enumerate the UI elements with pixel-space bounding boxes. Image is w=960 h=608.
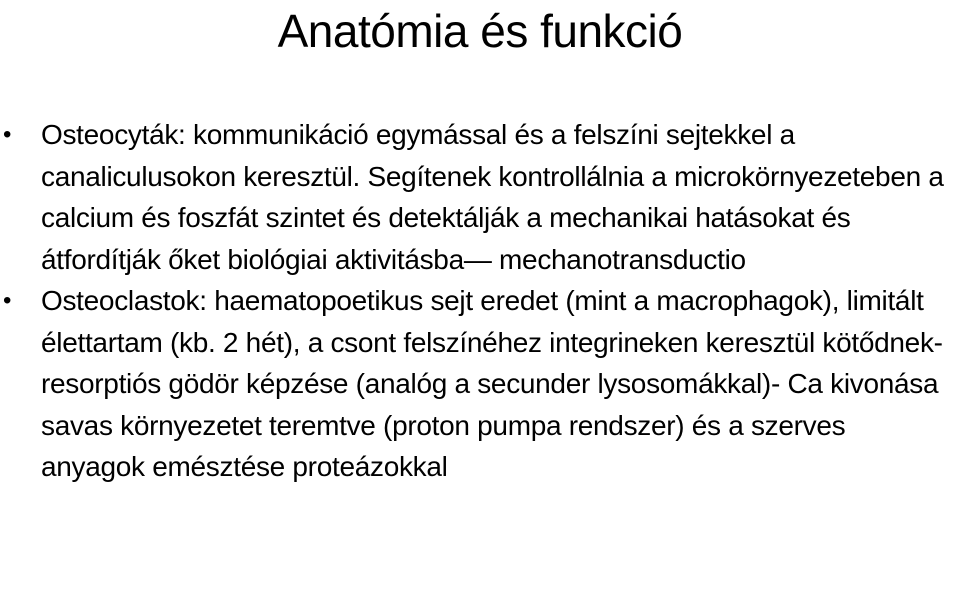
bullet-icon: •: [3, 121, 12, 148]
bullet-item-osteoclasts: [0, 280, 960, 488]
bullet-item-osteocytes: [0, 114, 960, 280]
bullet-text: Osteocyták: kommunikáció egymással és a felszíni sejtekkel a canaliculusokon keresztül. Segítenek kontrollálnia a microkörnyezeteben a calcium és foszfát szintet és detektálják a mechanikai hatásokat és átfordítják őket biológiai aktivitásba— mechanotransductio: [41, 119, 944, 275]
bullet-list: [0, 114, 960, 488]
bullet-text: Osteoclastok: haematopoetikus sejt eredet (mint a macrophagok), limitált élettartam (kb. 2 hét), a csont felszínéhez integrineken keresztül kötődnek- resorptiós gödör képzése (analóg a secunder lysosomákkal)- Ca kivonása savas környezetet teremtve (proton pumpa rendszer) és a szerves anyagok emésztése proteázokkal: [41, 285, 943, 482]
bullet-icon: •: [3, 287, 12, 314]
slide-title: Anatómia és funkció: [277, 5, 683, 57]
